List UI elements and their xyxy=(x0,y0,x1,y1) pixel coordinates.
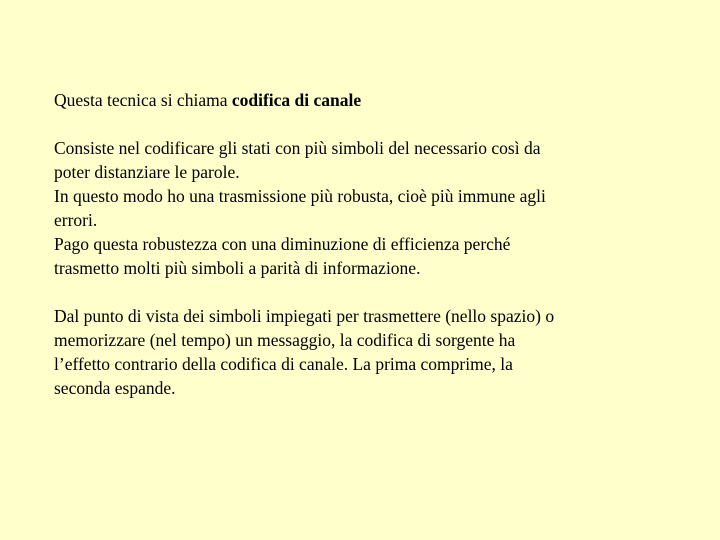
paragraph-spacer xyxy=(54,112,674,136)
paragraph-spacer xyxy=(54,280,674,304)
paragraph-comparison xyxy=(54,304,674,400)
paragraph-line: poter distanziare le parole. xyxy=(54,162,240,182)
paragraph-line: trasmetto molti più simboli a parità di informazione. xyxy=(54,258,421,278)
paragraph-line: Dal punto di vista dei simboli impiegati per trasmettere (nello spazio) o xyxy=(54,306,555,326)
paragraph-line: l’effetto contrario della codifica di canale. La prima comprime, la xyxy=(54,354,513,374)
intro-text: Questa tecnica si chiama xyxy=(54,90,232,110)
paragraph-line: In questo modo ho una trasmissione più robusta, cioè più immune agli xyxy=(54,186,546,206)
intro-line xyxy=(54,88,674,112)
paragraph-line: Consiste nel codificare gli stati con più simboli del necessario così da xyxy=(54,138,541,158)
paragraph-line: errori. xyxy=(54,210,98,230)
paragraph-line: memorizzare (nel tempo) un messaggio, la codifica di sorgente ha xyxy=(54,330,516,350)
paragraph-channel-coding xyxy=(54,136,674,280)
paragraph-line: Pago questa robustezza con una diminuzione di efficienza perché xyxy=(54,234,511,254)
slide-content xyxy=(54,88,674,400)
paragraph-line: seconda espande. xyxy=(54,378,176,398)
intro-emphasis: codifica di canale xyxy=(231,90,362,110)
